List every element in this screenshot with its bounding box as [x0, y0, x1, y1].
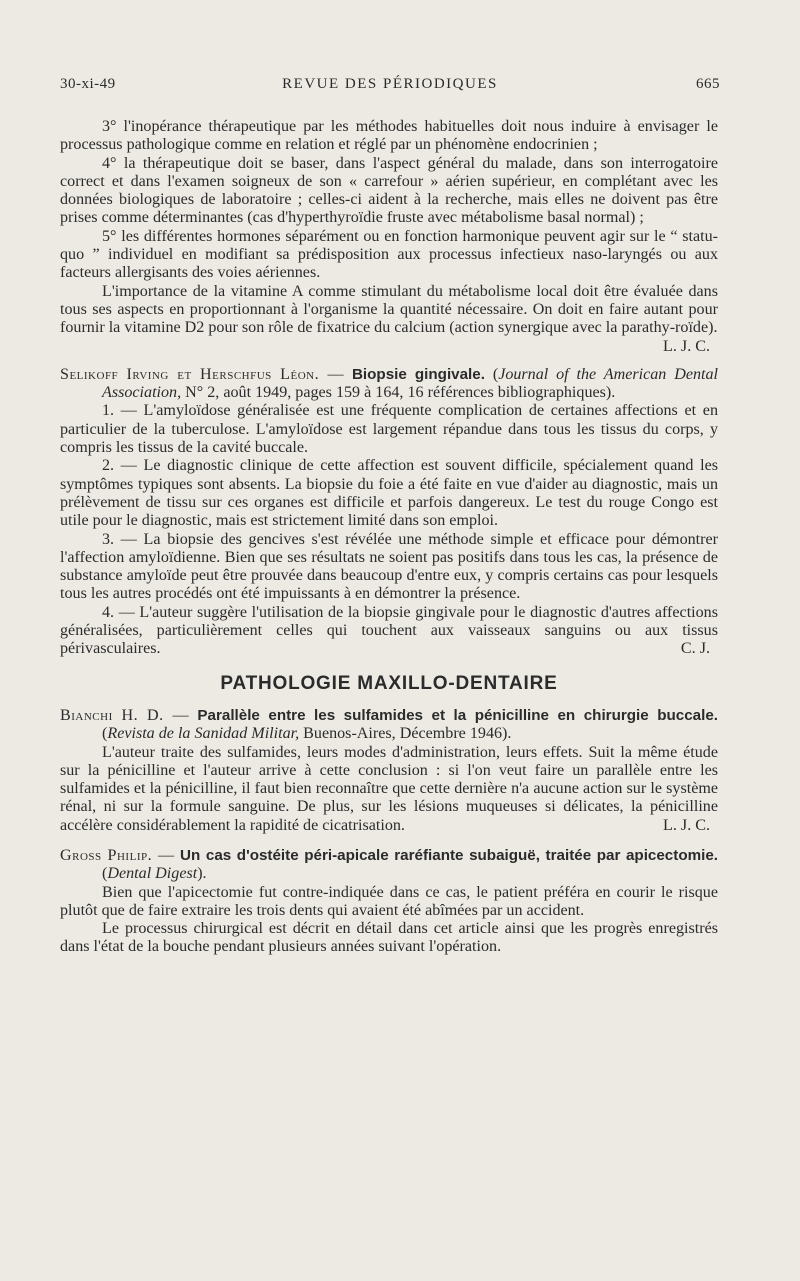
- article-reference-osteite: Gross Philip. — Un cas d'ostéite péri-apicale raréfiante subaiguë, traitée par apicectomie. (Dental Digest).: [60, 846, 718, 883]
- article-details: Buenos-Aires, Décembre 1946).: [303, 725, 512, 743]
- article-authors: Bianchi H. D. —: [60, 706, 190, 724]
- paragraph-osteite-2: Le processus chirurgical est décrit en détail dans cet article ainsi que les progrès enregistrés dans l'état de la bouche pendant plusieurs années suivant l'opération.: [60, 920, 718, 956]
- paragraph-vitamin-a: [60, 283, 718, 338]
- paragraph-point-3: 3° l'inopérance thérapeutique par les méthodes habituelles doit nous induire à envisager le processus pathologique comme en relation et réglé par un phénomène endocrinien ;: [60, 118, 718, 154]
- article-journal: Journal of the American Dental Association,: [102, 365, 718, 402]
- header-journal-title: REVUE DES PÉRIODIQUES: [282, 76, 498, 92]
- body-text: [60, 118, 718, 957]
- article-journal: Dental Digest: [107, 865, 198, 883]
- article-journal: Revista de la Sanidad Militar,: [107, 725, 300, 743]
- article-title: Un cas d'ostéite péri-apicale raréfiante subaiguë, traitée par apicectomie.: [180, 846, 718, 864]
- running-header: [60, 76, 720, 98]
- paragraph-biopsie-3: 3. — La biopsie des gencives s'est révélée une méthode simple et efficace pour démontrer l'affection amyloïdienne. Bien que ses résultats ne soient pas positifs dans tous les cas, la présence de substance amyloïde peut être prouvée dans beaucoup d'entre eux, y compris certains cas pour lesquels tous les autres procédés ont été impuissants à en démontrer la présence.: [60, 530, 718, 603]
- signature-ljc-1: L. J. C.: [663, 337, 710, 355]
- paragraph-osteite-1: Bien que l'apicectomie fut contre-indiquée dans ce cas, le patient préféra en courir le risque plutôt que de faire extraire les trois dents qui avaient été abîmées par un accident.: [60, 883, 718, 919]
- vitamin-a-text: L'importance de la vitamine A comme stimulant du métabolisme local doit être évaluée dans tous ses aspects en proportionnant à l'organisme la quantité nécessaire. On doit en faire autant pour fournir la vitamine D2 pour son rôle de fixatrice du calcium (action synergique avec la parathy-roïde).: [60, 282, 718, 337]
- article-title: Parallèle entre les sulfamides et la pénicilline en chirurgie buccale.: [197, 706, 718, 724]
- paragraph-biopsie-1: 1. — L'amyloïdose généralisée est une fréquente complication de certaines affections et en particulier de la tuberculose. L'amyloïdose est largement répandue dans tous les tissus du corps, y compris les tissus de la cavité buccale.: [60, 402, 718, 457]
- paragraph-point-4: 4° la thérapeutique doit se baser, dans l'aspect général du malade, dans son interrogatoire correct et dans l'examen soigneux de son « carrefour » aérien supérieur, en complétant avec les données biologiques de laboratoire ; celles-ci aident à la recherche, mais elles ne doivent pas être prises comme déterminantes (cas d'hyperthyroïdie fruste avec métabolisme basal normal) ;: [60, 154, 718, 227]
- section-heading: PATHOLOGIE MAXILLO-DENTAIRE: [220, 672, 558, 694]
- paragraph-biopsie-4: [60, 604, 718, 659]
- article-authors: Gross Philip. —: [60, 846, 175, 864]
- article-details: N° 2, août 1949, pages 159 à 164, 16 références bibliographiques).: [185, 384, 616, 402]
- header-date: 30-xi-49: [60, 76, 116, 92]
- article-reference-sulfamides: Bianchi H. D. — Parallèle entre les sulfamides et la pénicilline en chirurgie buccale. (Revista de la Sanidad Militar, Buenos-Aires, Décembre 1946).: [60, 706, 718, 743]
- article-reference-biopsie: Selikoff Irving et Herschfus Léon. — Biopsie gingivale. (Journal of the American Dental Association, N° 2, août 1949, pages 159 à 164, 16 références bibliographiques).: [60, 365, 718, 402]
- biopsie-4-text: 4. — L'auteur suggère l'utilisation de la biopsie gingivale pour le diagnostic d'autres affections généralisées, particulièrement celles qui touchent aux vaisseaux sanguins ou aux tissus périvasculaires.: [60, 603, 718, 658]
- signature-cj: C. J.: [680, 640, 710, 658]
- page-number: 665: [696, 76, 720, 92]
- sulfamides-text: L'auteur traite des sulfamides, leurs modes d'administration, leurs effets. Suit la même étude sur la pénicilline et l'auteur arrive à cette conclusion : si l'on veut faire un parallèle entre les sulfamides et la pénicilline, il faut bien reconnaître que cette dernière n'a aucune action sur le système rénal, ni sur la formule sanguine. De plus, sur les lésions muqueuses si délicates, la pénicilline accélère considérablement la rapidité de cicatrisation.: [60, 743, 718, 834]
- signature-ljc-2: L. J. C.: [663, 816, 710, 834]
- paragraph-sulfamides: [60, 744, 718, 835]
- paragraph-biopsie-2: 2. — Le diagnostic clinique de cette affection est souvent difficile, spécialement quand les symptômes typiques sont absents. La biopsie du foie a été faite en vue d'aider au diagnostic, mais un prélèvement de tissu sur ces organes est difficile et parfois dangereux. Le test du rouge Congo est utile pour le diagnostic, mais est strictement limité dans son emploi.: [60, 457, 718, 530]
- paragraph-point-5: 5° les différentes hormones séparément ou en fonction harmonique peuvent agir sur le “ statu-quo ” individuel en modifiant sa prédisposition aux processus infectieux naso-laryngés ou aux facteurs allergisants des voies aériennes.: [60, 227, 718, 282]
- article-title: Biopsie gingivale.: [351, 365, 485, 383]
- article-authors: Selikoff Irving et Herschfus Léon. —: [60, 365, 345, 383]
